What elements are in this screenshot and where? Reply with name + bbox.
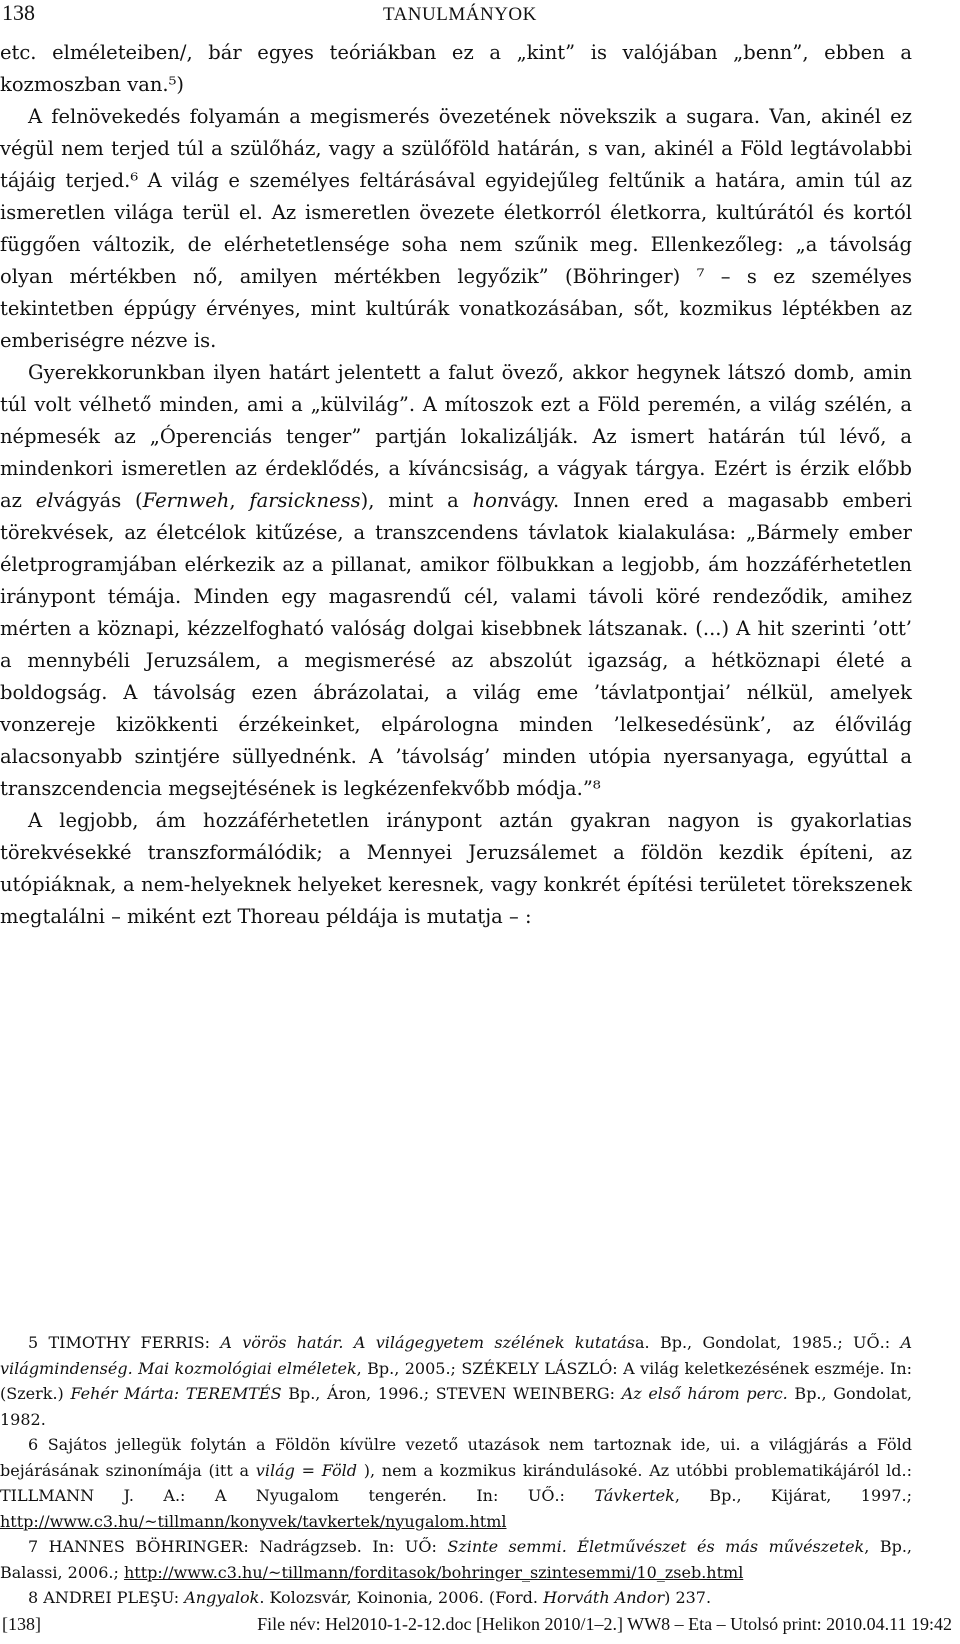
- body-text: [0, 37, 912, 933]
- italic-run: farsickness: [249, 489, 361, 512]
- text-run: ) 237.: [664, 1588, 712, 1607]
- text-run: ), nem a kozmikus kirándulásoké. Az utóbbi problematikájáról ld.: TILLMANN J. A.: A Nyugalom tengerén. In: UŐ.:: [0, 1460, 912, 1505]
- text-run: , Bp., 2005.; SZÉKELY LÁSZLÓ: A világ keletkezésének eszméje. In: (Szerk.): [0, 1358, 913, 1403]
- footnote-7: [0, 1534, 912, 1585]
- text-run: , Bp., Kijárat, 1997.;: [674, 1486, 913, 1505]
- italic-run: A világmindenség. Mai kozmológiai elméletek: [0, 1333, 913, 1378]
- paragraph-1: etc. elméleteiben/, bár egyes teóriákban ez a „kint” is valójában „benn”, ebben a kozmoszban van.⁵): [0, 41, 912, 96]
- footnote-8: [0, 1585, 912, 1611]
- footnote-5: [0, 1330, 912, 1432]
- text-run: ,: [229, 489, 250, 512]
- italic-run: A vörös határ. A világegyetem szélének kutatás: [220, 1333, 636, 1352]
- footer-page-ref: [138]: [2, 1614, 41, 1634]
- italic-run: el: [35, 489, 54, 512]
- footnotes: [0, 1330, 912, 1611]
- italic-run: Angyalok: [184, 1588, 260, 1607]
- text-run: vágy. Innen ered a magasabb emberi törekvések, az életcélok kitűzése, a transzcendens távlatok kialakulása: „Bármely ember életprogramjában elérkezik az a pillanat, amikor fölbukkan a legjobb, ám hozzáférhetetlen iránypont témája. Minden egy magasrendű cél, valami távoli köré rendeződik, amihez mérten a köznapi, kézzelfogható valóság dolgai kisebbnek látszanak. (...) A hit szerinti ’ott’ a mennybéli Jeruzsálem, a megismerésé az abszolút igazság, a hétköznapi életé a boldogság. A távolság ezen ábrázolatai, a világ eme ’távlatpontjai’ nélkül, amelyek vonzereje kizökkenti érzékeinket, elpárologna minden ’lelkesedésünk’, az élővilág alacsonyabb szintjére süllyednénk. A ’távolság’ minden utópia nyersanyaga, egyúttal a transzcendencia megsejtésének is legkézenfekvőbb módja.”⁸: [0, 489, 912, 800]
- italic-run: Fehér Márta: TEREMTÉS: [70, 1384, 282, 1403]
- italic-run: Fernweh: [142, 489, 230, 512]
- text-run: vágyás (: [53, 489, 143, 512]
- text-run: Gyerekkorunkban ilyen határt jelentett a falut övező, akkor hegynek látszó domb, amin túl volt vélhető minden, ami a „külvilág”. A mítoszok ezt a Föld peremén, a világ szélén, a népmesék az „Óperenciás tenger” partján lokalizálják. Az ismert határán túl lévő, a mindenkori ismeretlen az érdeklődés, a kíváncsiság, a vágyak tárgya. Ezért is érzik előbb az: [0, 361, 912, 512]
- section-title: TANULMÁNYOK: [383, 4, 537, 25]
- footnote-link[interactable]: http://www.c3.hu/~tillmann/forditasok/bohringer_szintesemmi/10_zseb.html: [123, 1562, 744, 1582]
- italic-run: Horváth Andor: [543, 1588, 665, 1607]
- italic-run: hon: [472, 489, 510, 512]
- running-head: [0, 0, 960, 30]
- text-run: 5 TIMOTHY FERRIS:: [28, 1333, 221, 1352]
- text-run: Bp., Gondolat, 1982.: [0, 1384, 913, 1429]
- paragraph-3: [0, 357, 912, 805]
- text-run: , Bp., Balassi, 2006.;: [0, 1537, 913, 1582]
- page-number: 138: [2, 0, 35, 25]
- text-run: 7 HANNES BÖHRINGER: Nadrágzseb. In: UŐ:: [28, 1537, 448, 1556]
- text-run: 8 ANDREI PLEŞU:: [28, 1588, 185, 1607]
- text-run: Bp., Áron, 1996.; STEVEN WEINBERG:: [281, 1384, 622, 1403]
- footnote-6: [0, 1432, 912, 1534]
- footer-file-info: File név: Hel2010-1-2-12.doc [Helikon 2010/1–2.] WW8 – Eta – Utolsó print: 2010.04.11 19:42: [257, 1614, 952, 1634]
- italic-run: Szinte semmi. Életművészet és más művészetek: [447, 1537, 865, 1556]
- footnote-link[interactable]: http://www.c3.hu/~tillmann/konyvek/tavkertek/nyugalom.html: [0, 1511, 507, 1531]
- page-footer: [0, 1608, 960, 1638]
- paragraph-2: A felnövekedés folyamán a megismerés övezetének növekszik a sugara. Van, akinél ez végül nem terjed túl a szülőház, vagy a szülőföld határán, s van, akinél a Föld legtávolabbi tájáig terjed.⁶ A világ e személyes feltárásával egyidejűleg feltűnik a határa, amin túl az ismeretlen világa terül el. Az ismeretlen övezete életkorról életkorra, kultúrától és kortól függően változik, de elérhetetlensége soha nem szűnik meg. Ellenkezőleg: „a távolság olyan mértékben nő, amilyen mértékben legyőzik” (Böhringer) ⁷ – s ez személyes tekintetben éppúgy érvényes, mint kultúrák vonatkozásában, sőt, kozmikus léptékben az emberiségre nézve is.: [0, 105, 912, 352]
- italic-run: világ = Föld: [255, 1460, 357, 1480]
- italic-run: Távkertek: [594, 1486, 675, 1505]
- italic-run: Az első három perc.: [621, 1384, 788, 1403]
- text-run: ), mint a: [360, 489, 473, 512]
- text-run: 6 Sajátos jellegük folytán a Földön kívülre vezető utazások nem tartoznak ide, ui. a világjárás a Föld bejárásának szinonímája (itt a: [0, 1435, 912, 1480]
- text-run: a. Bp., Gondolat, 1985.; UŐ.:: [635, 1333, 901, 1352]
- text-run: . Kolozsvár, Koinonia, 2006. (Ford.: [259, 1588, 544, 1607]
- paragraph-4: A legjobb, ám hozzáférhetetlen iránypont aztán gyakran nagyon is gyakorlatias törekvésekké transzformálódik; a Mennyei Jeruzsálemet a földön kezdik építeni, az utópiáknak, a nem-helyeknek helyeket keresnek, vagy konkrét építési területet törekszenek megtalálni – miként ezt Thoreau példája is mutatja – :: [0, 809, 912, 928]
